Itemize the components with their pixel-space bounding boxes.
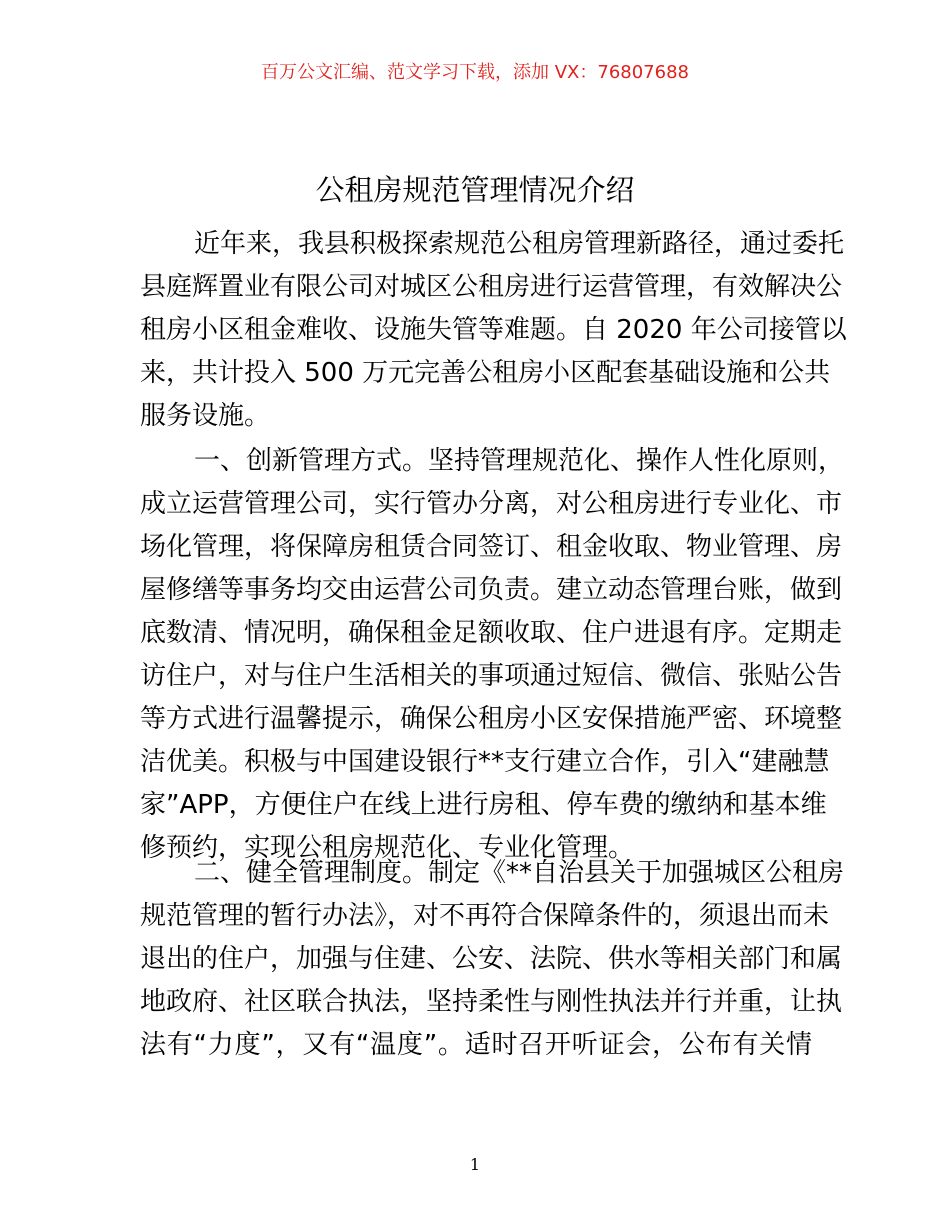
text-line: 洁优美。积极与中国建设银行**支行建立合作，引入“建融慧 bbox=[140, 747, 830, 777]
text-line: 一、创新管理方式。坚持管理规范化、操作人性化原则， bbox=[194, 446, 845, 476]
page-number: 1 bbox=[469, 1155, 481, 1174]
page-title: 公租房规范管理情况介绍 bbox=[315, 173, 635, 207]
paragraph-2 bbox=[140, 440, 845, 870]
text-line: 等方式进行温馨提示，确保公租房小区安保措施严密、环境整 bbox=[140, 704, 843, 734]
text-line: 地政府、社区联合执法，坚持柔性与刚性执法并行并重，让执 bbox=[140, 987, 843, 1017]
text-line: 屋修缮等事务均交由运营公司负责。建立动态管理台账，做到 bbox=[140, 575, 843, 605]
text-line: 近年来，我县积极探索规范公租房管理新路径，通过委托 bbox=[194, 229, 845, 259]
text-line: 成立运营管理公司，实行管办分离，对公租房进行专业化、市 bbox=[140, 489, 843, 519]
watermark-header: 百万公文汇编、范文学习下载，添加 VX：76807688 bbox=[261, 62, 689, 83]
text-line: 场化管理，将保障房租赁合同签订、租金收取、物业管理、房 bbox=[140, 532, 843, 562]
text-line: 租房小区租金难收、设施失管等难题。自 2020 年公司接管以 bbox=[140, 315, 847, 345]
text-line: 底数清、情况明，确保租金足额收取、住户进退有序。定期走 bbox=[140, 618, 843, 648]
text-line: 规范管理的暂行办法》，对不再符合保障条件的，须退出而未 bbox=[140, 901, 830, 931]
text-line: 二、健全管理制度。制定《**自治县关于加强城区公租房 bbox=[194, 858, 845, 888]
text-line: 服务设施。 bbox=[140, 401, 271, 431]
text-line: 法有“力度”，又有“温度”。适时召开听证会，公布有关情 bbox=[140, 1030, 812, 1060]
text-line: 家”APP，方便住户在线上进行房租、停车费的缴纳和基本维 bbox=[140, 790, 827, 820]
text-line: 退出的住户，加强与住建、公安、法院、供水等相关部门和属 bbox=[140, 944, 843, 974]
text-line: 访住户，对与住户生活相关的事项通过短信、微信、张贴公告 bbox=[140, 661, 843, 691]
text-line: 县庭辉置业有限公司对城区公租房进行运营管理，有效解决公 bbox=[140, 272, 843, 302]
text-line: 来，共计投入 500 万元完善公租房小区配套基础设施和公共 bbox=[140, 358, 831, 388]
paragraph-1 bbox=[140, 223, 847, 438]
text-line: 修预约，实现公租房规范化、专业化管理。 bbox=[140, 833, 635, 863]
paragraph-3 bbox=[140, 852, 845, 1067]
